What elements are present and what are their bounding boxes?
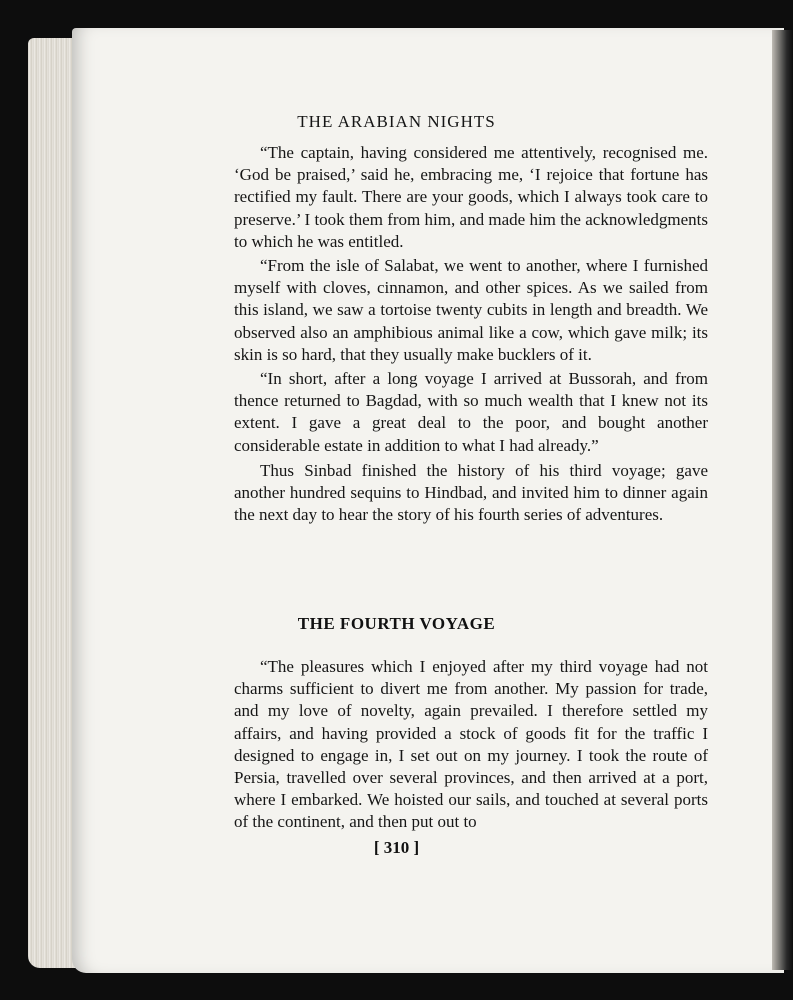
paragraph: “The pleasures which I enjoyed after my third voyage had not charms sufficient to divert me from another. My passion for trade, and my love of novelty, again prevailed. I therefore settled my affairs, and having provided a stock of goods fit for the traffic I designed to engage in, I set out on my journey. I took the route of Persia, travelled over several provinces, and then arrived at a port, where I embarked. We hoisted our sails, and touched at several ports of the continent, and then put out to	[234, 657, 708, 832]
chapter-title: THE FOURTH VOYAGE	[297, 614, 496, 633]
paragraph: Thus Sinbad finished the history of his third voyage; gave another hundred sequins to Hindbad, and invited him to dinner again the next day to hear the story of his fourth series of adventures.	[234, 460, 708, 525]
running-head: THE ARABIAN NIGHTS	[297, 112, 496, 131]
paragraph: “In short, after a long voyage I arrived at Bussorah, and from thence returned to Bagdad, with so much wealth that I knew not its extent. I gave a great deal to the poor, and bought another considerable estate in addition to what I had already.”	[234, 369, 708, 455]
paragraph: “From the isle of Salabat, we went to another, where I furnished myself with cloves, cinnamon, and other spices. As we sailed from this island, we saw a tortoise twenty cubits in length and breadth. We observed also an amphibious animal like a cow, which gave milk; its skin is so hard, that they usually make bucklers of it.	[234, 256, 708, 364]
page-number: [ 310 ]	[373, 838, 420, 857]
book-gutter	[772, 30, 793, 970]
body-text-bottom	[234, 656, 708, 834]
paragraph: “The captain, having considered me attentively, recognised me. ‘God be praised,’ said he, embracing me, ‘I rejoice that fortune has rectified my fault. There are your goods, which I always took care to preserve.’ I took them from him, and made him the acknowledgments to which he was entitled.	[234, 143, 708, 251]
body-text-top	[234, 142, 708, 526]
